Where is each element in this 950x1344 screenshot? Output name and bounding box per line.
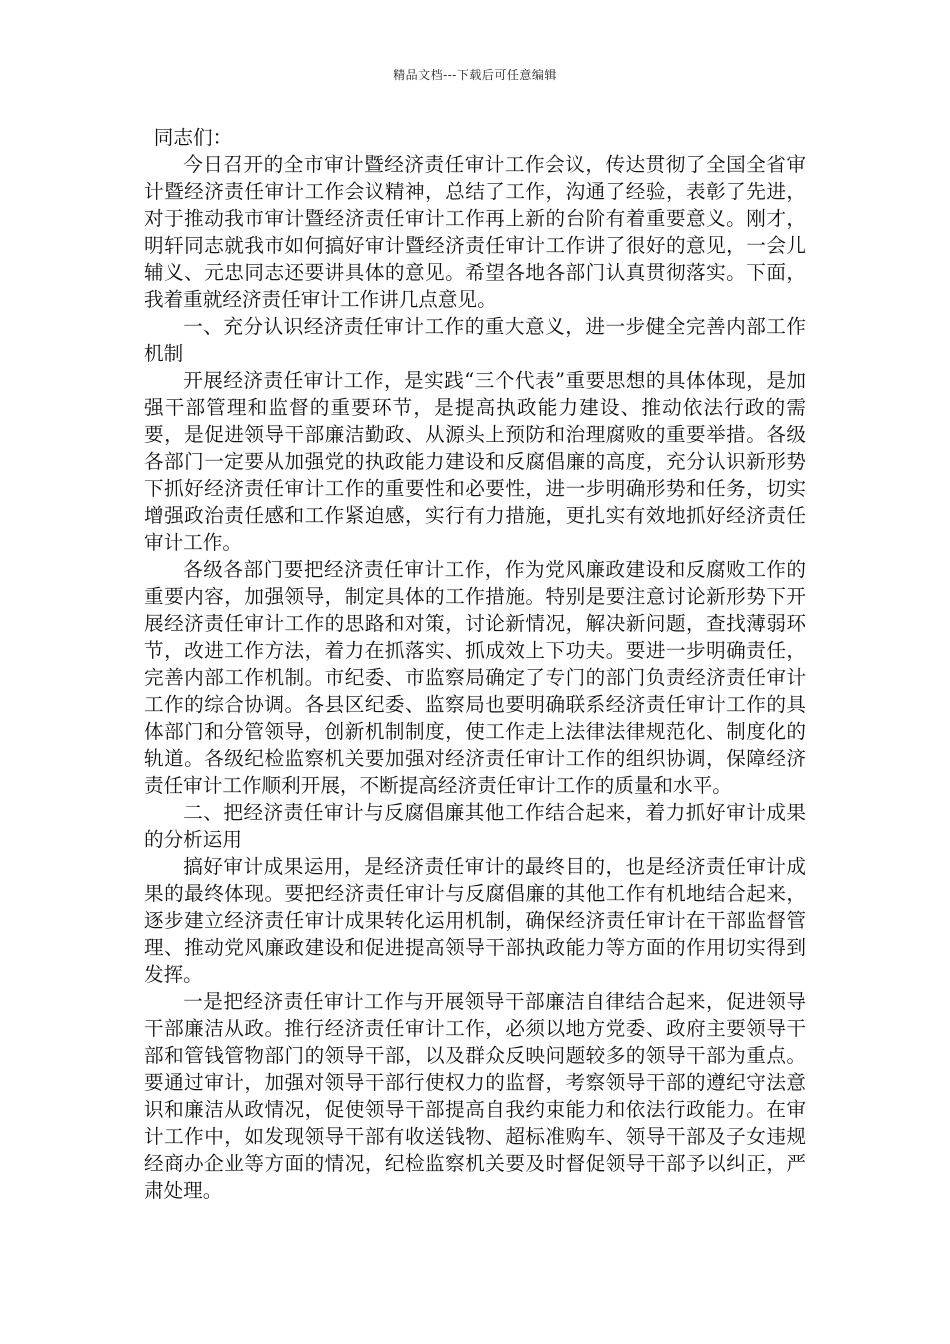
paragraph: 开展经济责任审计工作，是实践“三个代表”重要思想的具体体现，是加强干部管理和监督的重要环节，是提高执政能力建设、推动依法行政的需要，是促进领导干部廉洁勤政、从源头上预防和治理腐败的重要举措。各级各部门一定要从加强党的执政能力建设和反腐倡廉的高度，充分认识新形势下抓好经济责任审计工作的重要性和必要性，进一步明确形势和任务，切实增强政治责任感和工作紧迫感，实行有力措施，更扎实有效地抓好经济责任审计工作。 (144, 369, 806, 554)
section-heading-1: 一、充分认识经济责任审计工作的重大意义，进一步健全完善内部工作机制 (144, 315, 806, 365)
document-body (144, 124, 806, 1204)
header-note: 精品文档---下载后可任意编辑 (393, 68, 557, 82)
section-heading-2: 二、把经济责任审计与反腐倡廉其他工作结合起来，着力抓好审计成果的分析运用 (144, 801, 806, 851)
paragraph: 一是把经济责任审计工作与开展领导干部廉洁自律结合起来，促进领导干部廉洁从政。推行经济责任审计工作，必须以地方党委、政府主要领导干部和管钱管物部门的领导干部，以及群众反映问题较多的领导干部为重点。要通过审计，加强对领导干部行使权力的监督，考察领导干部的遵纪守法意识和廉洁从政情况，促使领导干部提高自我约束能力和依法行政能力。在审计工作中，如发现领导干部有收送钱物、超标准购车、领导干部及子女违规经商办企业等方面的情况，纪检监察机关要及时督促领导干部予以纠正，严肃处理。 (144, 990, 806, 1202)
paragraph-intro: 今日召开的全市审计暨经济责任审计工作会议，传达贯彻了全国全省审计暨经济责任审计工作会议精神，总结了工作，沟通了经验，表彰了先进，对于推动我市审计暨经济责任审计工作再上新的台阶有着重要意义。刚才，明轩同志就我市如何搞好审计暨经济责任审计工作讲了很好的意见，一会儿辅义、元忠同志还要讲具体的意见。希望各地各部门认真贯彻落实。下面，我着重就经济责任审计工作讲几点意见。 (144, 153, 806, 311)
salutation: 同志们： (153, 126, 233, 149)
paragraph: 各级各部门要把经济责任审计工作，作为党风廉政建设和反腐败工作的重要内容，加强领导，制定具体的工作措施。特别是要注意讨论新形势下开展经济责任审计工作的思路和对策，讨论新情况，解决新问题，查找薄弱环节，改进工作方法，着力在抓落实、抓成效上下功夫。要进一步明确责任，完善内部工作机制。市纪委、市监察局确定了专门的部门负责经济责任审计工作的综合协调。各县区纪委、监察局也要明确联系经济责任审计工作的具体部门和分管领导，创新机制制度，使工作走上法律法律规范化、制度化的轨道。各级纪检监察机关要加强对经济责任审计工作的组织协调，保障经济责任审计工作顺利开展，不断提高经济责任审计工作的质量和水平。 (144, 558, 806, 797)
paragraph: 搞好审计成果运用，是经济责任审计的最终目的，也是经济责任审计成果的最终体现。要把经济责任审计与反腐倡廉的其他工作有机地结合起来，逐步建立经济责任审计成果转化运用机制，确保经济责任审计在干部监督管理、推动党风廉政建设和促进提高领导干部执政能力等方面的作用切实得到发挥。 (144, 855, 806, 986)
